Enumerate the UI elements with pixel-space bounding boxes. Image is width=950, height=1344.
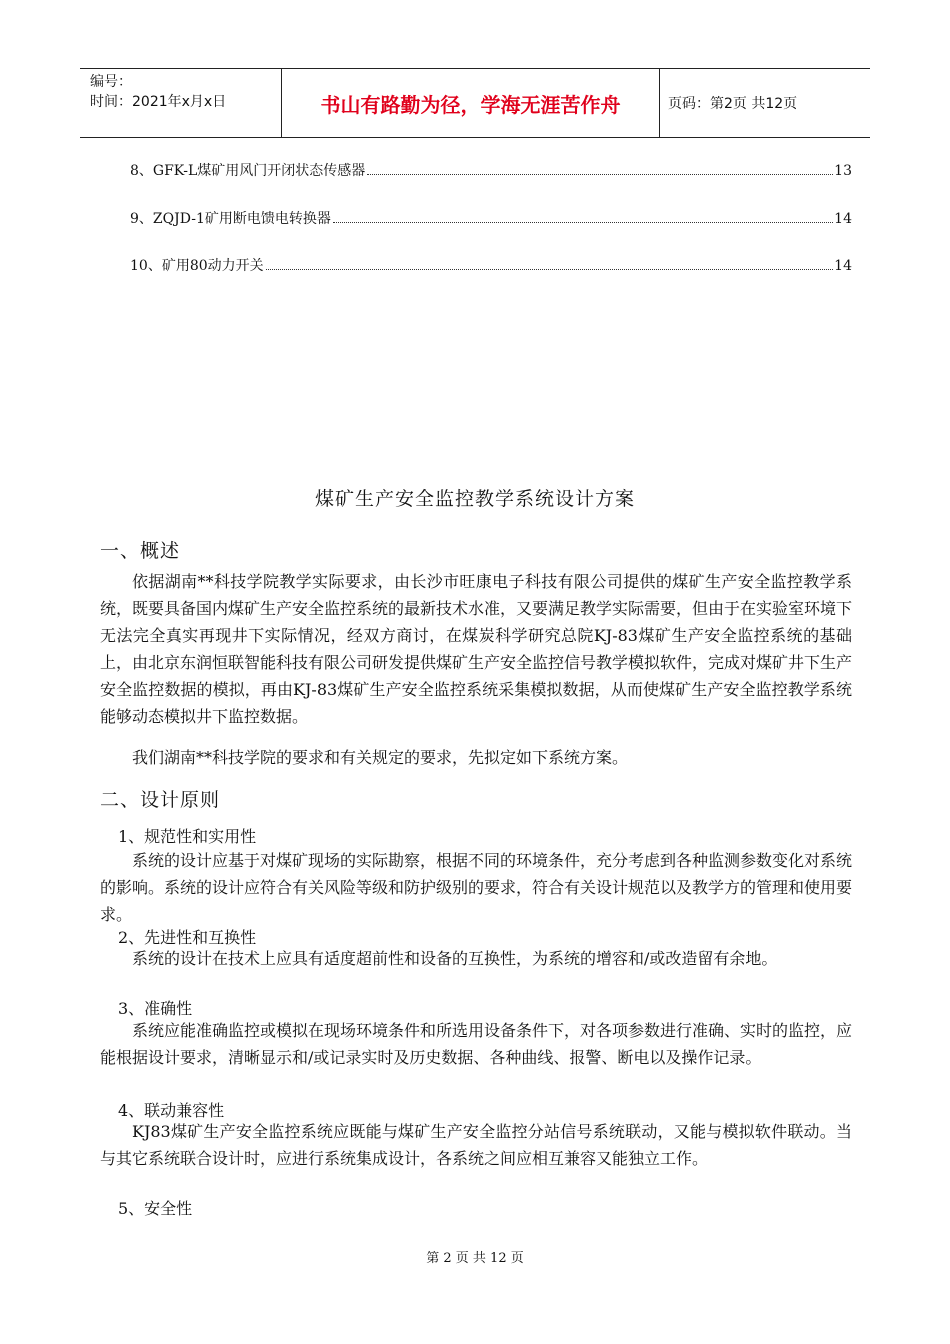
header-motto: 书山有路勤为径，学海无涯苦作舟 xyxy=(281,69,660,137)
toc-entry-text: 8、GFK-L煤矿用风门开闭状态传感器 xyxy=(130,163,366,179)
toc-leader xyxy=(266,269,834,270)
toc-entry[interactable] xyxy=(130,255,852,275)
principle-text: KJ83煤矿生产安全监控系统应既能与煤矿生产安全监控分站信号系统联动，又能与模拟软件联动。当与其它系统联合设计时，应进行系统集成设计，各系统之间应相互兼容又能独立工作。 xyxy=(100,1122,852,1168)
toc-leader xyxy=(367,174,833,175)
page-header xyxy=(80,68,870,138)
overview-paragraph: 依据湖南**科技学院教学实际要求，由长沙市旺康电子科技有限公司提供的煤矿生产安全监控教学系统，既要具备国内煤矿生产安全监控系统的最新技术水准，又要满足教学实际需要，但由于在实验室环境下无法完全真实再现井下实际情况，经双方商讨，在煤炭科学研究总院KJ-83煤矿生产安全监控系统的基础上，由北京东润恒联智能科技有限公司研发提供煤矿生产安全监控信号教学模拟软件，完成对煤矿井下生产安全监控数据的模拟，再由KJ-83煤矿生产安全监控系统采集模拟数据，从而使煤矿生产安全监控教学系统能够动态模拟井下监控数据。 xyxy=(100,572,853,726)
toc-entry[interactable] xyxy=(130,208,852,228)
principle-title: 1、规范性和实用性 xyxy=(118,827,257,846)
principle-title: 5、安全性 xyxy=(118,1199,193,1218)
toc-entry-page: 14 xyxy=(834,211,852,227)
toc-entry[interactable] xyxy=(130,160,852,180)
principle-text: 系统的设计在技术上应具有适度超前性和设备的互换性，为系统的增容和/或改造留有余地。 xyxy=(132,949,778,968)
section-heading-principles: 二、设计原则 xyxy=(100,789,221,811)
principle-text: 系统的设计应基于对煤矿现场的实际勘察，根据不同的环境条件，充分考虑到各种监测参数变化对系统的影响。系统的设计应符合有关风险等级和防护级别的要求，符合有关设计规范以及教学方的管理和使用要求。 xyxy=(100,851,853,924)
principle-title: 4、联动兼容性 xyxy=(118,1101,225,1120)
toc-entry-page: 13 xyxy=(834,163,852,179)
principle-title: 2、先进性和互换性 xyxy=(118,928,257,947)
toc-leader xyxy=(333,222,833,223)
toc-entry-text: 9、ZQJD-1矿用断电馈电转换器 xyxy=(130,211,331,227)
page-footer: 第 2 页 共 12 页 xyxy=(426,1251,524,1266)
header-meta xyxy=(80,69,281,137)
toc-entry-page: 14 xyxy=(834,258,852,274)
principle-title: 3、准确性 xyxy=(118,999,193,1018)
time-label: 时间：2021年x月x日 xyxy=(90,94,227,110)
header-page-info: 页码：第2页 共12页 xyxy=(668,96,798,112)
toc-entry-text: 10、矿用80动力开关 xyxy=(130,258,264,274)
number-label: 编号： xyxy=(90,74,132,90)
section-heading-overview: 一、概述 xyxy=(100,540,181,562)
document-title: 煤矿生产安全监控教学系统设计方案 xyxy=(314,488,635,510)
principle-text: 系统应能准确监控或模拟在现场环境条件和所选用设备条件下，对各项参数进行准确、实时的监控，应能根据设计要求，清晰显示和/或记录实时及历史数据、各种曲线、报警、断电以及操作记录。 xyxy=(100,1021,853,1067)
overview-paragraph-2: 我们湖南**科技学院的要求和有关规定的要求，先拟定如下系统方案。 xyxy=(132,748,629,767)
